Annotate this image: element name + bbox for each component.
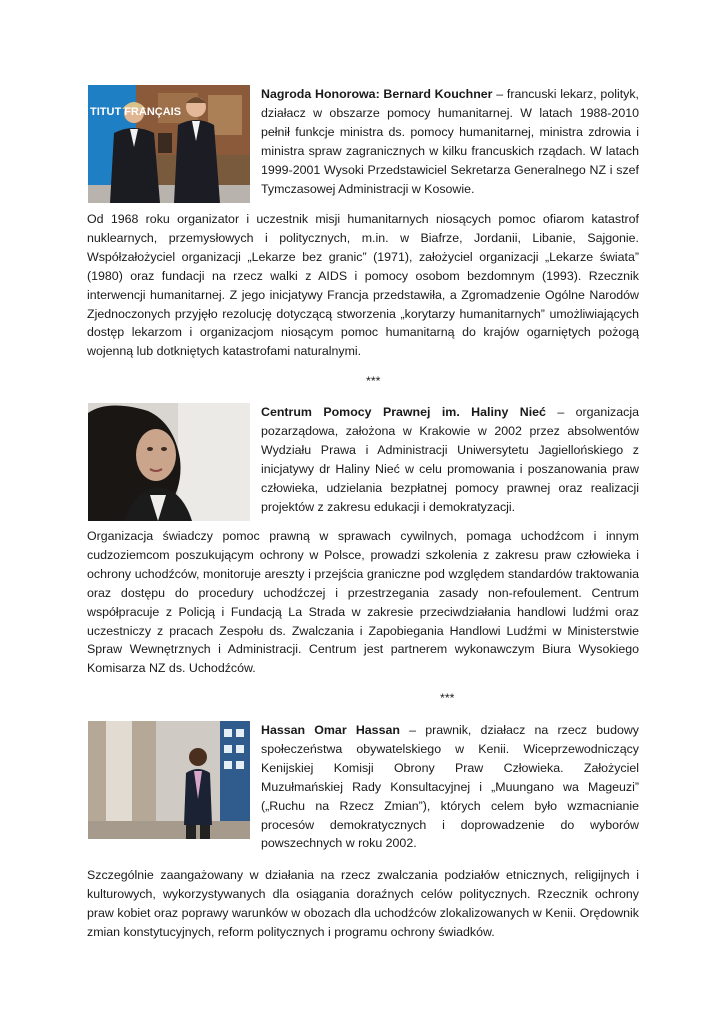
section-body-kouchner: Od 1968 roku organizator i uczestnik misji humanitarnych niosących pomoc ofiarom katastrof nuklearnych, przemysłowych i politycznych, m.in. w Biafrze, Jordanii, Libanie, Sajgonie. Współzałożyciel organizacji „Lekarze bez granic” (1971), założyciel organizacji „Lekarze świata” (1980) oraz fundacji na rzecz walki z AIDS i pomocy osobom bezdomnym (1993). Rzecznik interwencji humanitarnej. Z jego inicjatywy Francja przedstawiła, a Zgromadzenie Ogólne Narodów Zjednoczonych przyjęło rezolucję dotyczącą stworzenia „korytarzy humanitarnych” umożliwiających dostęp lekarzom i organizacjom niosącym pomoc humanitarną do krajów ogarniętych pożogą wojenną lub dotkniętych katastrofami naturalnymi.	[87, 212, 639, 359]
intro-text: – prawnik, działacz na rzecz budowy społeczeństwa obywatelskiego w Kenii. Wiceprzewodniczący Kenijskiej Komisji Obrony Praw Człowieka. Założyciel Muzułmańskiej Rady Konsultacyjnej i „Muungano wa Mageuzi” („Ruchu na Rzecz Zmian”), których celem było wzmacnianie procesów demokratycznych i doprowadzenie do wyborów powszechnych w roku 2002.	[261, 723, 640, 851]
photo-bernard-kouchner	[88, 85, 250, 203]
section-intro-hassan	[261, 721, 639, 853]
intro-text: – francuski lekarz, polityk, działacz w obszarze pomocy humanitarnej. W latach 1988-2010 pełnił funkcje ministra ds. pomocy humanitarnej, ministra zdrowia i ministra spraw zagranicznych w kilku francuskich rządach. W latach 1999-2001 Wysoki Przedstawiciel Sekretarza Generalnego NZ i szef Tymczasowej Administracji w Kosowie.	[261, 87, 639, 196]
separator: ***	[366, 374, 381, 388]
banner-text: TITUT FRANÇAIS	[90, 106, 182, 118]
section-body-center: Organizacja świadczy pomoc prawną w sprawach cywilnych, pomaga uchodźcom i innym cudzoziemcom poszukującym ochrony w Polsce, prowadzi szkolenia z zakresu praw człowieka i ochrony uchodźców, monitoruje areszty i przejścia graniczne pod względem standardów traktowania oraz dostępu do procedury uchodźczej i przestrzegania zasady non-refoulement. Centrum współpracuje z Policją i Fundacją La Strada w zakresie przeciwdziałania handlowi ludźmi oraz uczestniczy z pracach Zespołu ds. Zwalczania i Zapobiegania Handlowi Ludźmi w Ministerstwie Spraw Wewnętrznych i Administracji. Centrum jest partnerem wykonawczym Biura Wysokiego Komisarza NZ ds. Uchodźców.	[87, 529, 639, 676]
separator: ***	[440, 691, 455, 705]
section-intro-center	[261, 403, 639, 516]
honoree-name: Centrum Pomocy Prawnej im. Haliny Nieć	[261, 405, 546, 419]
section-body-hassan: Szczególnie zaangażowany w działania na rzecz zwalczania podziałów etnicznych, religijnych i kulturowych, wykorzystywanych dla osiągania doraźnych celów politycznych. Rzecznik ochrony praw kobiet oraz poprawy warunków w obozach dla uchodźców zlokalizowanych w Kenii. Orędownik zmian konstytucyjnych, reform politycznych i programu ochrony świadków.	[87, 868, 639, 939]
photo-halina-niec-center	[88, 403, 250, 521]
honoree-name: Nagroda Honorowa: Bernard Kouchner	[261, 87, 493, 101]
intro-text: – organizacja pozarządowa, założona w Krakowie w 2002 przez absolwentów Wydziału Prawa i Administracji Uniwersytetu Jagiellońskiego z inicjatywy dr Haliny Nieć w celu promowania i poszanowania praw człowieka, udzielania bezpłatnej pomocy prawnej oraz realizacji projektów z zakresu edukacji i demokratyzacji.	[261, 405, 639, 514]
section-intro-kouchner	[261, 85, 639, 198]
photo-hassan-omar-hassan	[88, 721, 250, 839]
honoree-name: Hassan Omar Hassan	[261, 723, 400, 737]
